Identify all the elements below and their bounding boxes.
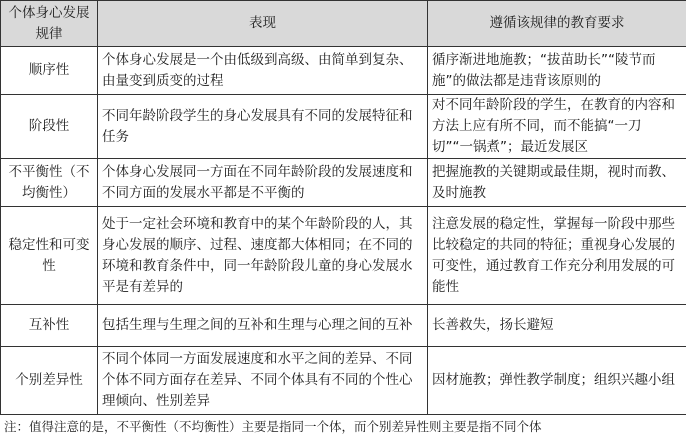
- law-requirement: 注意发展的稳定性，掌握每一阶段中那些比较稳定的共同的特征；重视身心发展的可变性，通过教育工作充分利用发展的可能性: [428, 207, 686, 305]
- law-performance: 处于一定社会环境和教育中的某个年龄阶段的人，其身心发展的顺序、过程、速度都大体相同；在不同的环境和教育条件中，同一年龄阶段儿童的身心发展水平是有差异的: [98, 207, 428, 305]
- law-requirement: 把握施教的关键期或最佳期，视时而教、及时施教: [428, 159, 686, 207]
- table-row: [1, 207, 686, 305]
- law-name: 阶段性: [1, 95, 98, 159]
- law-requirement: 循序渐进地施教；“拔苗助长”“陵节而施”的做法都是违背该原则的: [428, 47, 686, 95]
- law-requirement: 因材施教；弹性教学制度；组织兴趣小组: [428, 347, 686, 415]
- law-performance: 不同年龄阶段学生的身心发展具有不同的发展特征和任务: [98, 95, 428, 159]
- law-performance: 不同个体同一方面发展速度和水平之间的差异、不同个体不同方面存在差异、不同个体具有不同的个性心理倾向、性别差异: [98, 347, 428, 415]
- law-name: 不平衡性（不均衡性）: [1, 159, 98, 207]
- table-header-row: [1, 1, 686, 47]
- table-row: [1, 159, 686, 207]
- table-row: [1, 347, 686, 415]
- law-name: 个别差异性: [1, 347, 98, 415]
- law-name: 稳定性和可变性: [1, 207, 98, 305]
- law-performance: 个体身心发展是一个由低级到高级、由简单到复杂、由量变到质变的过程: [98, 47, 428, 95]
- law-requirement: 长善救失，扬长避短: [428, 305, 686, 347]
- header-law: 个体身心发展规律: [1, 1, 98, 47]
- law-performance: 个体身心发展同一方面在不同年龄阶段的发展速度和不同方面的发展水平都是不平衡的: [98, 159, 428, 207]
- header-requirement: 遵循该规律的教育要求: [428, 1, 686, 47]
- footnote: 注：值得注意的是，不平衡性（不均衡性）主要是指同一个体，而个别差异性则主要是指不同个体: [4, 419, 542, 434]
- table-row: [1, 95, 686, 159]
- table-row: [1, 305, 686, 347]
- header-performance: 表现: [98, 1, 428, 47]
- law-name: 互补性: [1, 305, 98, 347]
- law-name: 顺序性: [1, 47, 98, 95]
- law-performance: 包括生理与生理之间的互补和生理与心理之间的互补: [98, 305, 428, 347]
- table-row: [1, 47, 686, 95]
- law-requirement: 对不同年龄阶段的学生，在教育的内容和方法上应有所不同，而不能搞“一刀切”“一锅煮”；最近发展区: [428, 95, 686, 159]
